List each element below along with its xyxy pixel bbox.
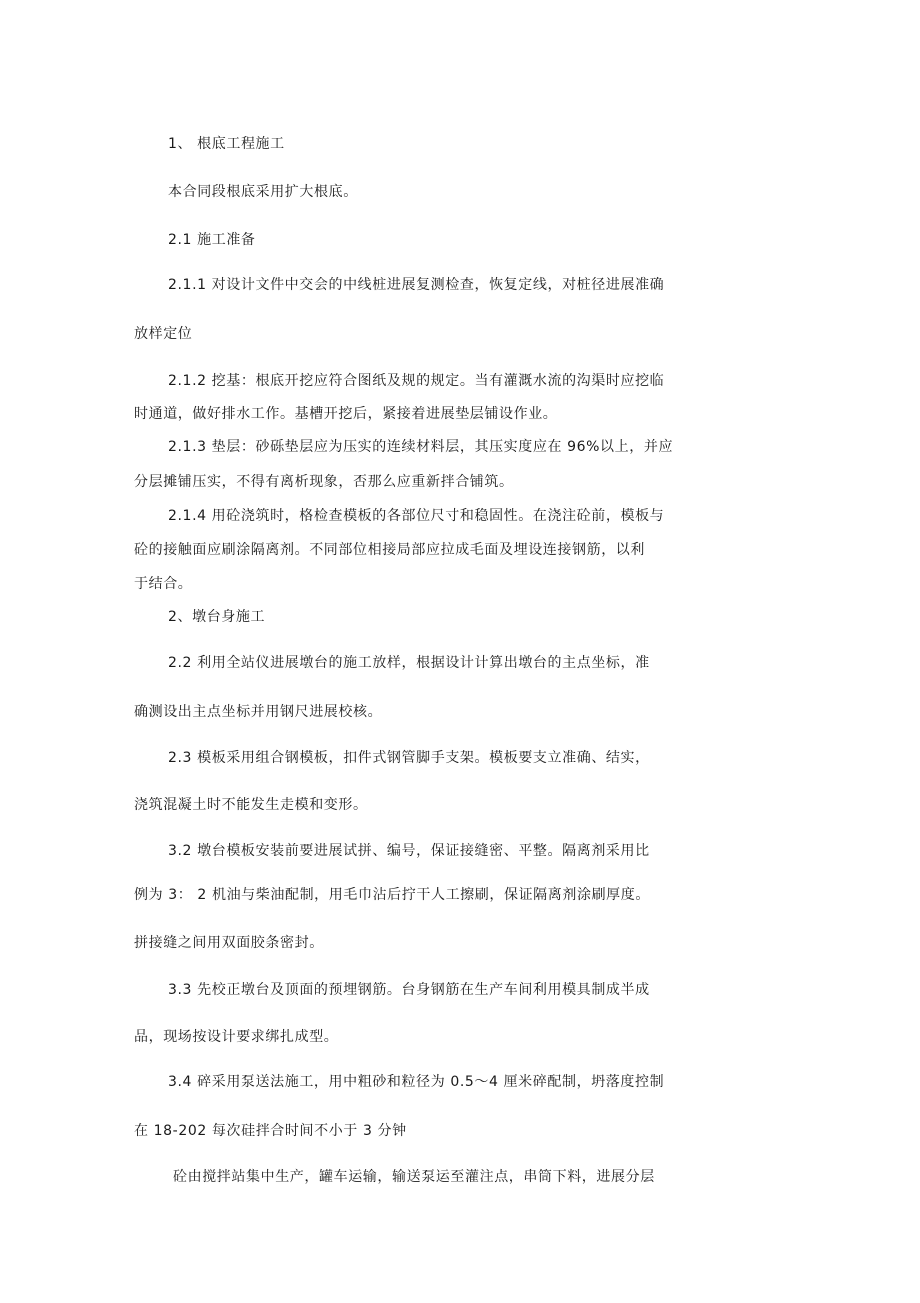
paragraph-line: 砼由搅拌站集中生产，罐车运输，输送泵运至灌注点，串筒下料，进展分层 — [173, 1169, 655, 1185]
paragraph-line: 放样定位 — [134, 326, 193, 342]
paragraph-line: 例为 3： 2 机油与柴油配制，用毛巾沾后拧干人工擦刷，保证隔离剂涂刷厚度。 — [134, 887, 650, 903]
paragraph-line: 在 18-202 每次硅拌合时间不小于 3 分钟 — [134, 1123, 407, 1139]
paragraph-line: 砼的接触面应刷涂隔离剂。不同部位相接局部应拉成毛面及埋设连接钢筋，以利 — [134, 542, 645, 558]
paragraph-line: 于结合。 — [134, 576, 193, 592]
paragraph-line: 拼接缝之间用双面胶条密封。 — [134, 935, 324, 951]
paragraph-line: 2.1.3 垫层：砂砾垫层应为压实的连续材料层，其压实度应在 96%以上，并应 — [168, 439, 674, 455]
paragraph-line: 2.1.4 用砼浇筑时，格检查模板的各部位尺寸和稳固性。在浇注砼前，模板与 — [168, 508, 665, 524]
paragraph-line: 2.2 利用全站仪进展墩台的施工放样，根据设计计算出墩台的主点坐标，准 — [168, 655, 650, 671]
paragraph-line: 品，现场按设计要求绑扎成型。 — [134, 1029, 339, 1045]
section-heading-1: 1、 根底工程施工 — [168, 136, 285, 152]
paragraph-line: 分层摊铺压实，不得有离析现象，否那么应重新拌合铺筑。 — [134, 474, 514, 490]
paragraph-line: 2.3 模板采用组合钢模板，扣件式钢管脚手支架。模板要支立准确、结实， — [168, 750, 650, 766]
paragraph-line: 3.3 先校正墩台及顶面的预埋钢筋。台身钢筋在生产车间利用模具制成半成 — [168, 982, 650, 998]
section-heading-2: 2、墩台身施工 — [168, 609, 266, 625]
paragraph-line: 3.4 碎采用泵送法施工，用中粗砂和粒径为 0.5～4 厘米碎配制，坍落度控制 — [168, 1074, 665, 1090]
subsection-heading: 2.1 施工准备 — [168, 232, 256, 248]
paragraph-line: 2.1.2 挖基：根底开挖应符合图纸及规的规定。当有灌溉水流的沟渠时应挖临 — [168, 373, 665, 389]
paragraph-line: 浇筑混凝土时不能发生走模和变形。 — [134, 797, 368, 813]
paragraph-line: 确测设出主点坐标并用钢尺进展校核。 — [134, 704, 383, 720]
paragraph-line: 2.1.1 对设计文件中交会的中线桩进展复测检查，恢复定线，对桩径进展准确 — [168, 277, 665, 293]
paragraph-line: 本合同段根底采用扩大根底。 — [168, 184, 358, 200]
paragraph-line: 时通道，做好排水工作。基槽开挖后，紧接着进展垫层铺设作业。 — [134, 406, 558, 422]
paragraph-line: 3.2 墩台模板安装前要进展试拼、编号，保证接缝密、平整。隔离剂采用比 — [168, 843, 650, 859]
